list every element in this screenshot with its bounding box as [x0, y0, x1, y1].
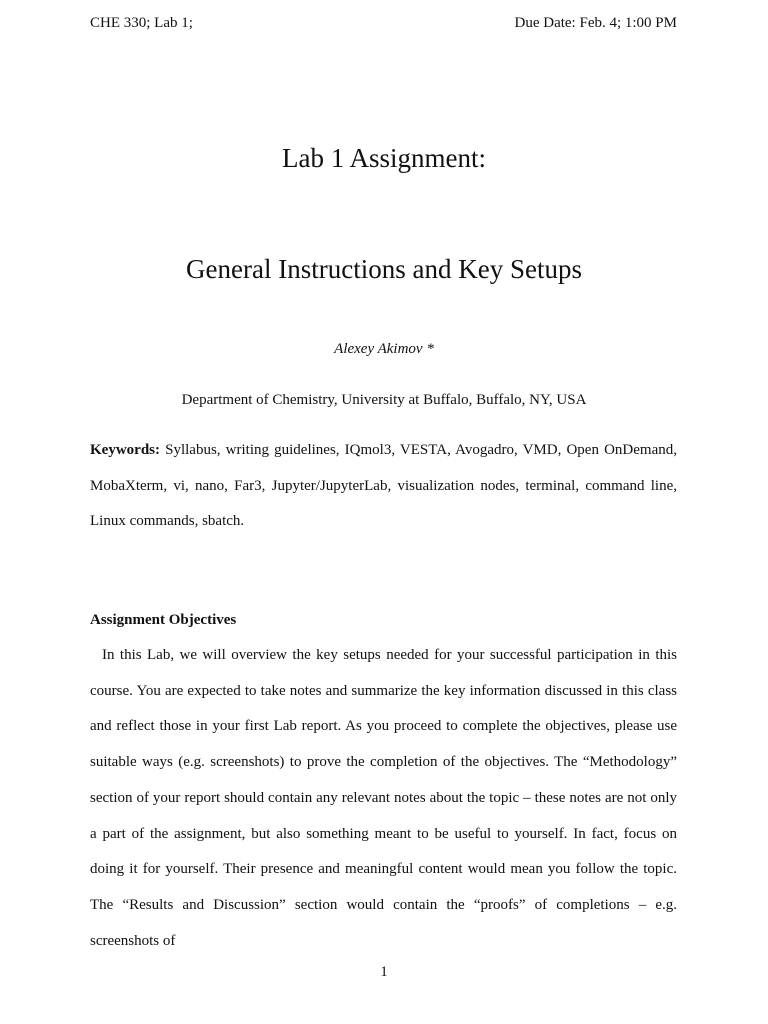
header-course-label: CHE 330; Lab 1;	[90, 15, 193, 31]
document-title: Lab 1 Assignment:	[282, 143, 486, 173]
section-heading-objectives: Assignment Objectives	[90, 612, 237, 628]
keywords-paragraph	[90, 433, 677, 540]
page-header	[90, 13, 677, 33]
keywords-text: Syllabus, writing guidelines, IQmol3, VESTA, Avogadro, VMD, Open OnDemand, MobaXterm, vi, nano, Far3, Jupyter/JupyterLab, visualization nodes, terminal, command line, Linux commands, sbatch.	[90, 442, 677, 530]
header-due-date: Due Date: Feb. 4; 1:00 PM	[514, 15, 677, 31]
keywords-label: Keywords:	[90, 442, 160, 458]
document-subtitle: General Instructions and Key Setups	[186, 254, 582, 284]
objectives-paragraph: In this Lab, we will overview the key setups needed for your successful participation in this course. You are expected to take notes and summarize the key information discussed in this class and reflect those in your first Lab report. As you proceed to complete the objectives, please use suitable ways (e.g. screenshots) to prove the completion of the objectives. The “Methodology” section of your report should contain any relevant notes about the topic – these notes are not only a part of the assignment, but also something meant to be useful to yourself. In fact, focus on doing it for yourself. Their presence and meaningful content would mean you follow the topic. The “Results and Discussion” section would contain the “proofs” of completions – e.g. screenshots of	[90, 647, 677, 949]
page-number: 1	[380, 964, 388, 980]
author-name: Alexey Akimov *	[334, 341, 434, 357]
author-affiliation: Department of Chemistry, University at Buffalo, Buffalo, NY, USA	[181, 392, 587, 408]
